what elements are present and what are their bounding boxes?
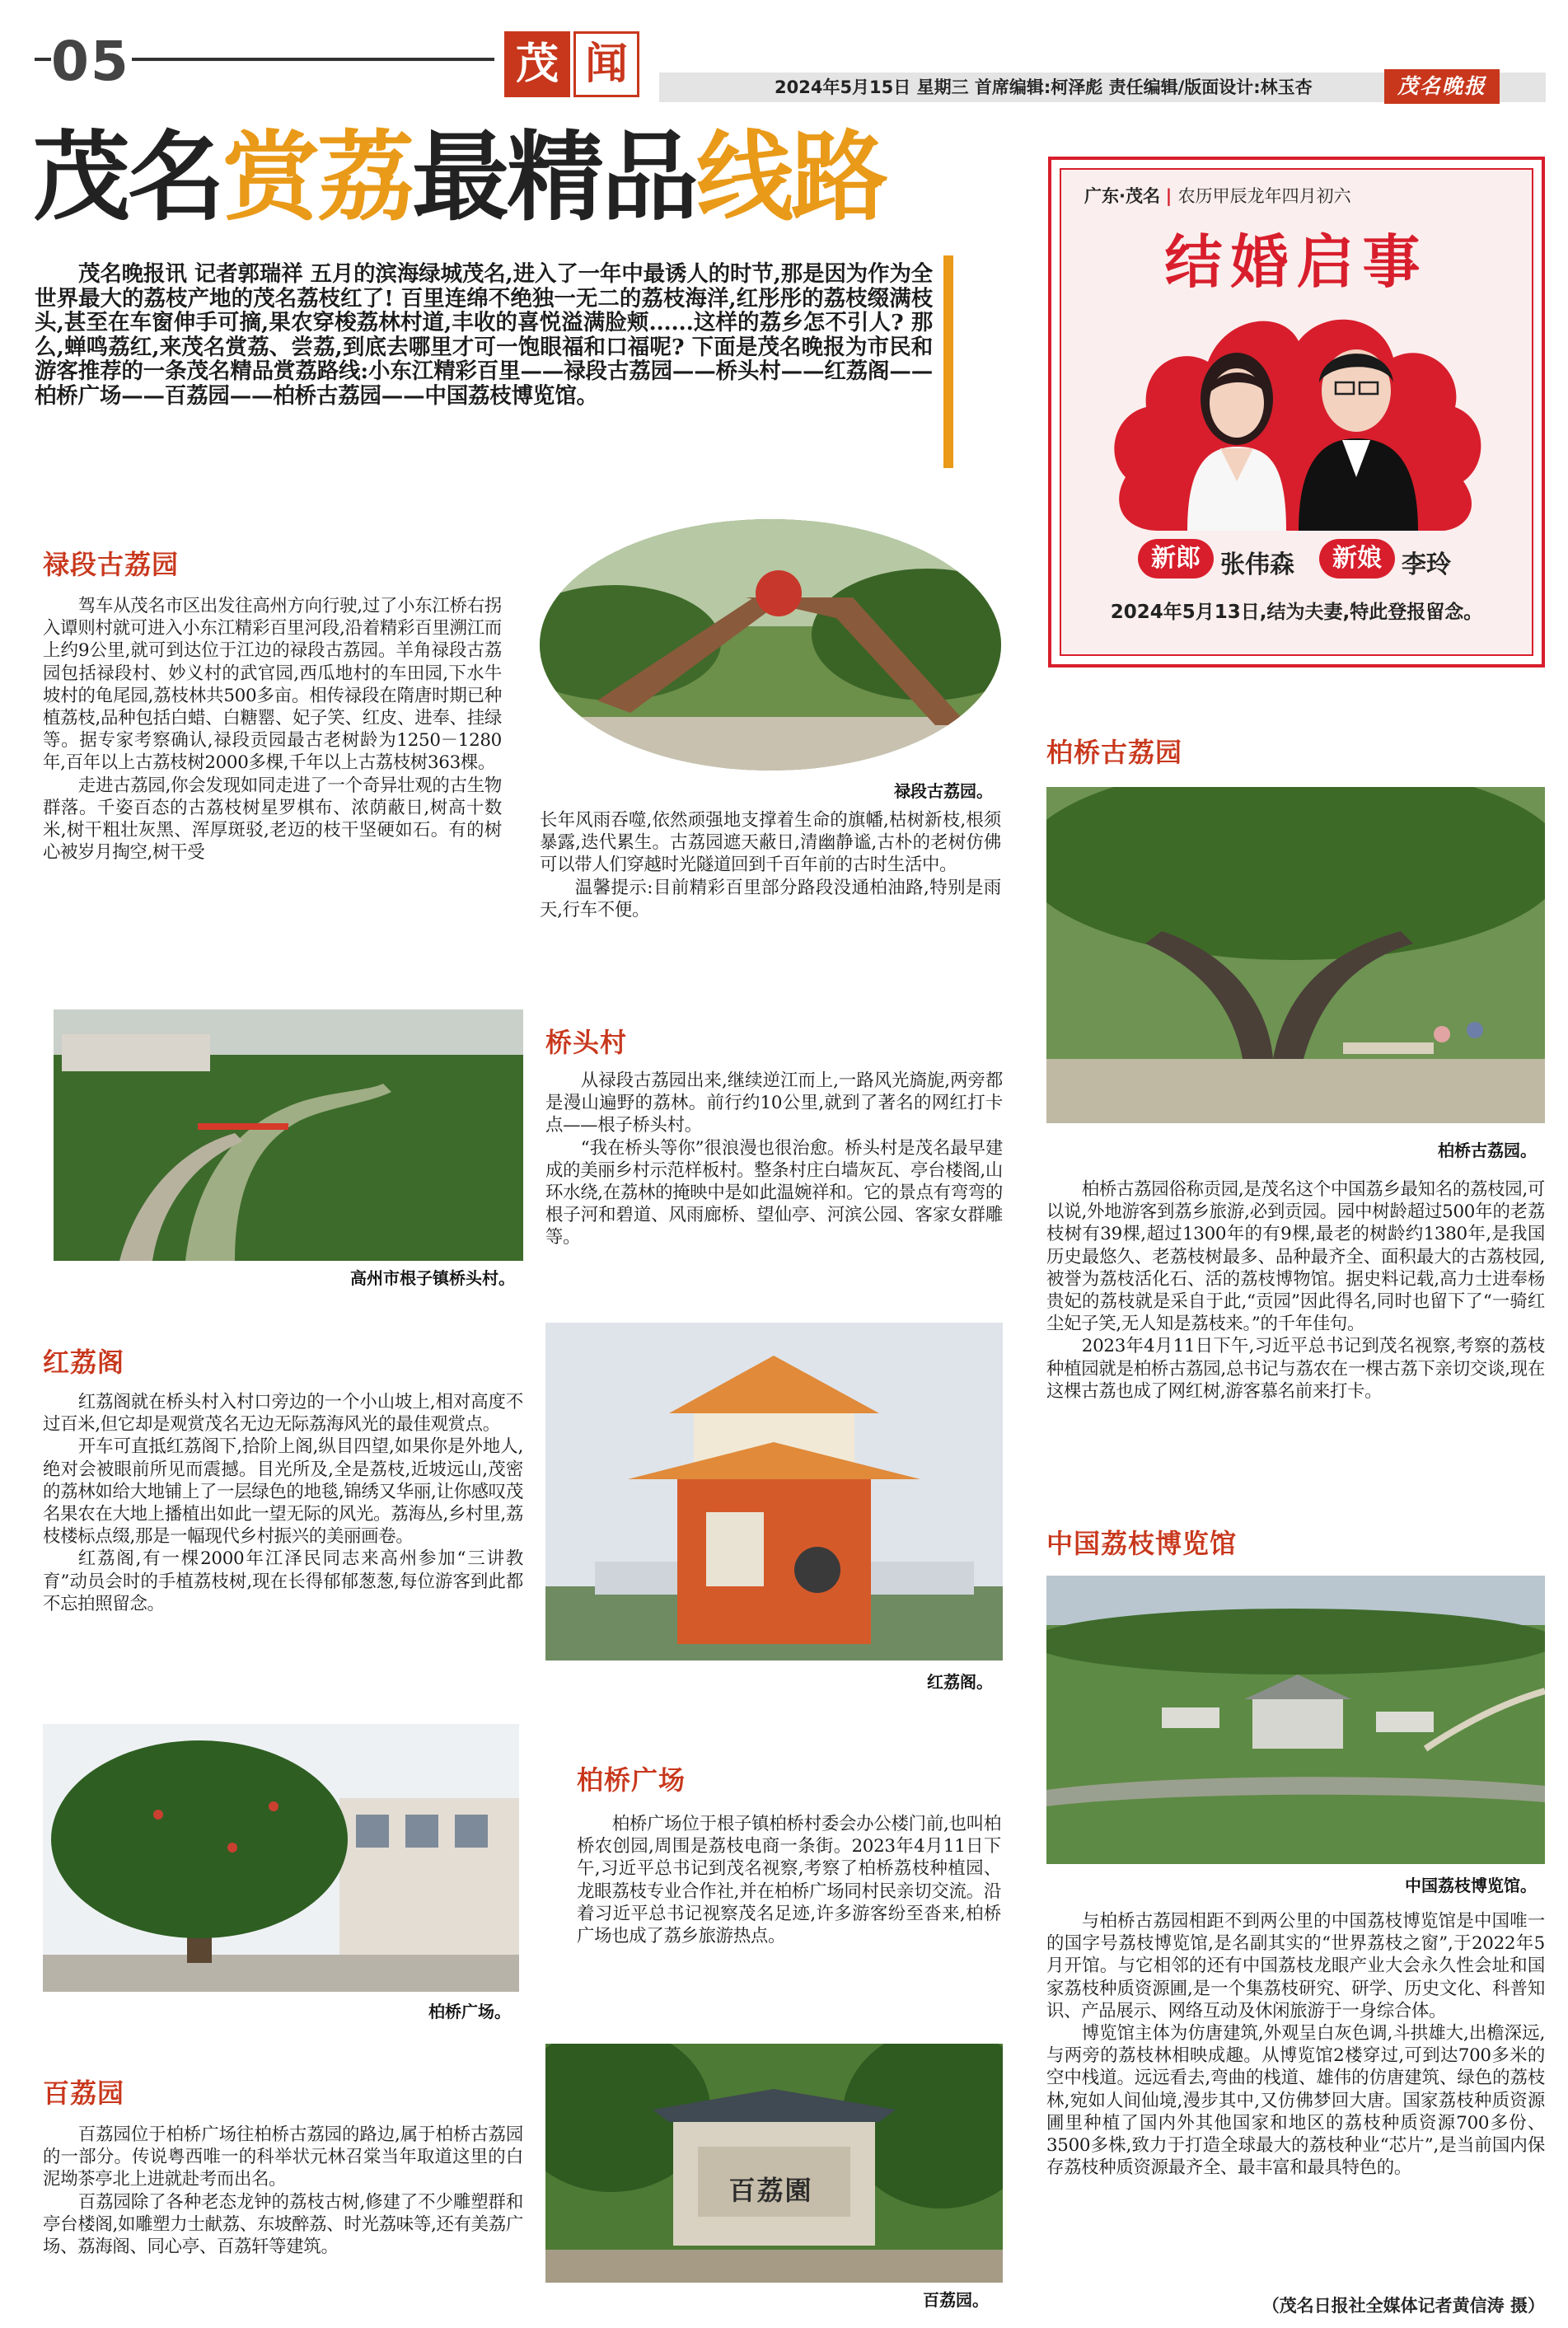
section-title-baiqiao-square: 柏桥广场 bbox=[577, 1764, 686, 1796]
section-body-luduan-cont bbox=[540, 809, 1001, 921]
wedding-lunar-date: 农历甲辰龙年四月初六 bbox=[1177, 186, 1351, 206]
luduan-paragraph-1: 驾车从茂名市区出发往高州方向行驶,过了小东江桥右拐入谭则村就可进入小东江精彩百里河段,沿着精彩百里溯江而上约9公里,就可到达位于江边的禄段古荔园。羊角禄段古荔园包括禄段村、妙义村的武官园,西瓜地村的车田园,下水牛坡村的龟尾园,荔枝林共500多亩。相传禄段在隋唐时期已种植荔枝,品种包括白蜡、白糖罂、妃子笑、红皮、进奉、挂绿等。据专家考察确认,禄段贡园最古老树龄为1250－1280年,百年以上古荔枝树2000多棵,千年以上古荔枝树363棵。 bbox=[43, 596, 502, 774]
section-body-bailiyuan bbox=[43, 2124, 523, 2258]
caption-qiaotou: 高州市根子镇桥头村。 bbox=[350, 1268, 515, 1288]
honglige-paragraph-2: 开车可直抵红荔阁下,拾阶上阁,纵目四望,如果你是外地人,绝对会被眼前所见而震撼。目光所及,全是荔枝,近坡远山,茂密的荔林如给大地铺上了一层绿色的地毯,锦绣又华丽,让你感叹茂名果农在大地上播植出如此一望无际的风光。荔海丛,乡村里,荔枝楼标点缀,那是一幅现代乡村振兴的美丽画卷。 bbox=[43, 1436, 523, 1548]
section-title-qiaotou: 桥头村 bbox=[545, 1027, 628, 1058]
section-title-bailiyuan: 百荔园 bbox=[43, 2077, 125, 2109]
photo-luduan bbox=[540, 519, 1001, 771]
photo-museum bbox=[1046, 1576, 1545, 1864]
qiaotou-paragraph-1: 从禄段古荔园出来,继续逆江而上,一路风光旖旎,两旁都是漫山遍野的荔林。前行约10公里,就到了著名的网红打卡点——根子桥头村。 bbox=[545, 1070, 1003, 1136]
wedding-header-line bbox=[1084, 183, 1351, 208]
section-title-museum: 中国荔枝博览馆 bbox=[1046, 1528, 1238, 1559]
qiaotou-paragraph-2: “我在桥头等你”很浪漫也很治愈。桥头村是茂名最早建成的美丽乡村示范样板村。整条村庄白墙灰瓦、亭台楼阁,山环水绕,在荔林的掩映中是如此温婉祥和。它的景点有弯弯的根子河和碧道、风雨廊桥、望仙亭、河滨公园、客家女群雕等。 bbox=[545, 1137, 1003, 1248]
headline bbox=[33, 120, 887, 234]
photo-honglige bbox=[545, 1323, 1003, 1661]
lead-accent-bar bbox=[943, 255, 953, 468]
section-body-museum bbox=[1046, 1910, 1545, 2179]
wedding-location: 广东·茂名 bbox=[1084, 186, 1160, 206]
header-rule-left bbox=[35, 58, 51, 61]
headline-part-3: 最精品 bbox=[412, 120, 697, 234]
masthead-logo: 茂名晚报 bbox=[1384, 69, 1500, 104]
museum-paragraph-2: 博览馆主体为仿唐建筑,外观呈白灰色调,斗拱雄大,出檐深远,与两旁的荔枝林相映成趣。从博览馆2楼穿过,可到达700多米的空中栈道。远远看去,弯曲的栈道、雄伟的仿唐建筑、绿色的荔枝林,宛如人间仙境,漫步其中,又仿佛梦回大唐。国家荔枝种质资源圃里种植了国内外其他国家和地区的荔枝种质资源700多份、3500多株,致力于打造全球最大的荔枝种业“芯片”,是当前国内保存荔枝种质资源最齐全、最丰富和最具特色的。 bbox=[1046, 2023, 1545, 2179]
section-body-honglige bbox=[43, 1391, 523, 1615]
bride-tag: 新娘 bbox=[1319, 539, 1395, 578]
page-number: 05 bbox=[51, 30, 130, 93]
photo-bailiyuan bbox=[545, 2044, 1003, 2283]
section-char-2: 闻 bbox=[573, 31, 639, 97]
honglige-paragraph-3: 红荔阁,有一棵2000年江泽民同志来高州参加“三讲教育”动员会时的手植荔枝树,现在长得郁郁葱葱,每位游客到此都不忘拍照留念。 bbox=[43, 1548, 523, 1614]
section-label bbox=[504, 31, 644, 97]
lead-paragraph: 茂名晚报讯 记者郭瑞祥 五月的滨海绿城茂名,进入了一年中最诱人的时节,那是因为作为全世界最大的荔枝产地的茂名荔枝红了! 百里连绵不绝独一无二的荔枝海洋,红彤彤的荔枝缀满枝头,甚至在车窗伸手可摘,果农穿梭荔林村道,丰收的喜悦溢满脸颊......这样的荔乡怎不引人? 那么,蝉鸣荔红,来茂名赏荔、尝荔,到底去哪里才可一饱眼福和口福呢? 下面是茂名晚报为市民和游客推荐的一条茂名精品赏荔路线:小东江精彩百里——禄段古荔园——桥头村——红荔阁——柏桥广场——百荔园——柏桥古荔园——中国荔枝博览馆。 bbox=[35, 261, 933, 409]
section-title-luduan: 禄段古荔园 bbox=[43, 549, 180, 580]
headline-part-4: 线路 bbox=[696, 120, 887, 234]
caption-honglige: 红荔阁。 bbox=[927, 1672, 993, 1692]
wedding-notice bbox=[1048, 157, 1545, 667]
photo-qiaotou bbox=[54, 1009, 523, 1261]
baiqiao-square-paragraph-1: 柏桥广场位于根子镇柏桥村委会办公楼门前,也叫柏桥农创园,周围是荔枝电商一条街。2023年4月11日下午,习近平总书记到茂名视察,考察了柏桥荔枝种植园、龙眼荔枝专业合作社,并在柏桥广场同村民亲切交流。沿着习近平总书记视察茂名足迹,许多游客纷至沓来,柏桥广场也成了荔乡旅游热点。 bbox=[577, 1814, 1001, 1947]
photo-baiqiao-square bbox=[43, 1724, 519, 1992]
luduan-paragraph-3: 长年风雨吞噬,依然顽强地支撑着生命的旗幡,枯树新枝,根须暴露,迭代累生。古荔园遮天蔽日,清幽静谧,古朴的老树仿佛可以带人们穿越时光隧道回到千百年前的古时生活中。 bbox=[540, 810, 1001, 876]
luduan-paragraph-4: 温馨提示:目前精彩百里部分路段没通柏油路,特别是雨天,行车不便。 bbox=[540, 877, 1001, 920]
bailiyuan-stone-text: 百荔園 bbox=[728, 2175, 813, 2206]
section-title-baiqiao-orchard: 柏桥古荔园 bbox=[1046, 737, 1183, 768]
wedding-title: 结婚启事 bbox=[1164, 227, 1429, 296]
wedding-sep: | bbox=[1165, 186, 1178, 206]
caption-luduan: 禄段古荔园。 bbox=[894, 781, 993, 801]
section-body-luduan bbox=[43, 595, 502, 864]
groom-name: 张伟森 bbox=[1220, 550, 1294, 579]
bride-name: 李玲 bbox=[1402, 550, 1451, 579]
wedding-name-row bbox=[1051, 539, 1542, 580]
luduan-paragraph-2: 走进古荔园,你会发现如同走进了一个奇异壮观的古生物群落。千姿百态的古荔枝树星罗棋布、浓荫蔽日,树高十数米,树干粗壮灰黑、浑厚斑驳,老迈的枝干坚硬如石。有的树心被岁月掏空,树干受 bbox=[43, 775, 502, 864]
couple-photo bbox=[1109, 300, 1484, 531]
bailiyuan-paragraph-1: 百荔园位于柏桥广场往柏桥古荔园的路边,属于柏桥古荔园的一部分。传说粤西唯一的科举状元林召棠当年取道这里的白泥坳茶亭北上进就赴考而出名。 bbox=[43, 2124, 523, 2190]
photo-credit: （茂名日报社全媒体记者黄信涛 摄） bbox=[1261, 2296, 1545, 2316]
headline-part-1: 茂名 bbox=[33, 120, 223, 234]
wedding-notice-text: 2024年5月13日,结为夫妻,特此登报留念。 bbox=[1110, 602, 1483, 623]
caption-bailiyuan: 百荔园。 bbox=[923, 2290, 989, 2310]
header-rule-mid bbox=[132, 58, 494, 61]
baiqiao-orchard-paragraph-1: 柏桥古荔园俗称贡园,是茂名这个中国荔乡最知名的荔枝园,可以说,外地游客到荔乡旅游,必到贡园。园中树龄超过500年的老荔枝树有39棵,超过1300年的有9棵,最老的树龄约1380年,是我国历史最悠久、老荔枝树最多、品种最齐全、面积最大的古荔枝园,被誉为荔枝活化石、活的荔枝博物馆。据史料记载,高力士进奉杨贵妃的荔枝就是采自于此,“贡园”因此得名,同时也留下了“一骑红尘妃子笑,无人知是荔枝来。”的千年佳句。 bbox=[1046, 1179, 1545, 1335]
groom-tag: 新郎 bbox=[1138, 539, 1214, 578]
caption-baiqiao-square: 柏桥广场。 bbox=[428, 2002, 511, 2021]
issue-info: 2024年5月15日 星期三 首席编辑:柯泽彪 责任编辑/版面设计:林玉杏 bbox=[775, 77, 1313, 97]
section-body-baiqiao-orchard bbox=[1046, 1178, 1545, 1403]
section-char-1: 茂 bbox=[504, 31, 570, 97]
section-body-qiaotou bbox=[545, 1070, 1003, 1249]
caption-baiqiao-orchard: 柏桥古荔园。 bbox=[1438, 1141, 1537, 1160]
museum-paragraph-1: 与柏桥古荔园相距不到两公里的中国荔枝博览馆是中国唯一的国字号荔枝博览馆,是名副其实的“世界荔枝之窗”,于2022年5月开馆。与它相邻的还有中国荔枝龙眼产业大会永久性会址和国家荔枝种质资源圃,是一个集荔枝研究、研学、历史文化、科普知识、产品展示、网络互动及休闲旅游于一身综合体。 bbox=[1046, 1911, 1545, 2021]
caption-museum: 中国荔枝博览馆。 bbox=[1405, 1876, 1537, 1895]
baiqiao-orchard-paragraph-2: 2023年4月11日下午,习近平总书记到茂名视察,考察的荔枝种植园就是柏桥古荔园,总书记与荔农在一棵古荔下亲切交谈,现在这棵古荔也成了网红树,游客慕名前来打卡。 bbox=[1046, 1336, 1545, 1402]
honglige-paragraph-1: 红荔阁就在桥头村入村口旁边的一个小山坡上,相对高度不过百米,但它却是观赏茂名无边无际荔海风光的最佳观赏点。 bbox=[43, 1392, 523, 1436]
photo-baiqiao-orchard bbox=[1046, 787, 1545, 1123]
headline-part-2: 赏荔 bbox=[222, 120, 413, 234]
bailiyuan-paragraph-2: 百荔园除了各种老态龙钟的荔枝古树,修建了不少雕塑群和亭台楼阁,如雕塑力士献荔、东坡醉荔、时光荔味等,还有美荔广场、荔海阁、同心亭、百荔轩等建筑。 bbox=[43, 2191, 523, 2258]
section-title-honglige: 红荔阁 bbox=[43, 1347, 125, 1378]
section-body-baiqiao-square bbox=[577, 1813, 1001, 1947]
